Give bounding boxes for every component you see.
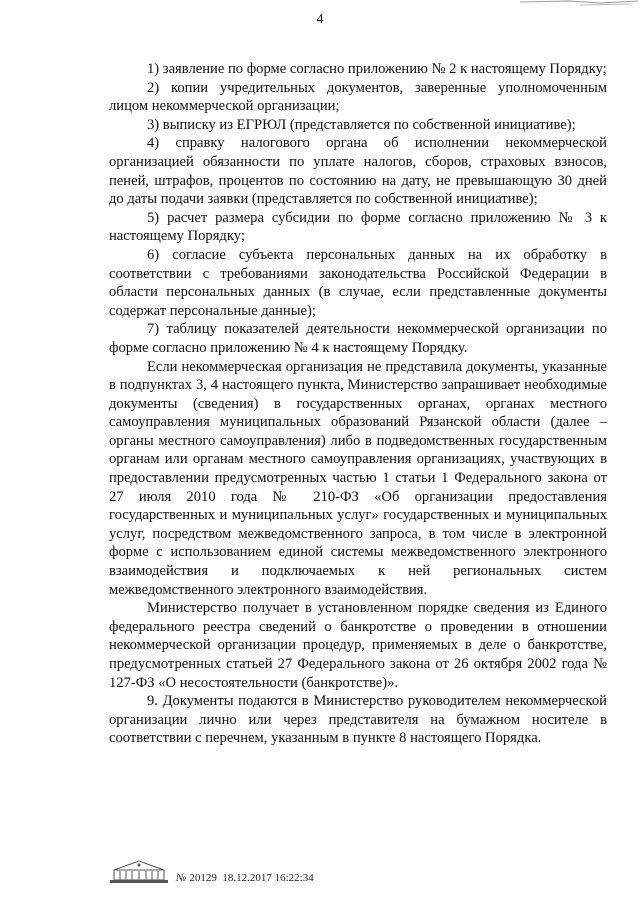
list-item-1: 1) заявление по форме согласно приложению № 2 к настоящему Порядку; <box>147 61 607 77</box>
list-item-5: 5) расчет размера субсидии по форме согласно приложению № 3 к настоящему Порядку; <box>109 209 607 245</box>
footer-stamp <box>108 858 314 884</box>
list-item-3: 3) выписку из ЕГРЮЛ (представляется по собственной инициативе); <box>147 116 576 133</box>
list-item-6: 6) согласие субъекта персональных данных на их обработку в соответствии с требованиями законодательства Российской Федерации в области персональных данных (в случае, если представленные документы содержат персональные данные); <box>109 246 607 319</box>
timestamp: 18.12.2017 16:22:34 <box>222 872 314 884</box>
paragraph-9-submission: 9. Документы подаются в Министерство руководителем некоммерческой организации лично или через представителя на бумажном носителе в соответствии с перечнем, указанным в пункте 8 настоящего Порядка. <box>109 693 607 747</box>
document-body <box>109 60 607 748</box>
list-item-7: 7) таблицу показателей деятельности некоммерческой организации по форме согласно приложению № 4 к настоящему Порядку. <box>109 321 607 356</box>
list-item-4: 4) справку налогового органа об исполнении некоммерческой организацией обязанности по уплате налогов, сборов, страховых взносов, пеней, штрафов, процентов по состоянию на дату, не превышающую 30 дней до даты подачи заявки (представляется по собственной инициативе); <box>109 135 607 208</box>
paragraph-bankruptcy-registry: Министерство получает в установленном порядке сведения из Единого федерального реестра сведений о банкротстве о проведении в отношении некоммерческой организации процедур, применяемых в деле о банкротстве, предусмотренных статьей 27 Федерального закона от 26 октября 2002 года № 127-ФЗ «О несостоятельности (банкротстве)». <box>109 600 607 691</box>
registration-stamp <box>176 872 314 884</box>
page-number: 4 <box>316 12 324 27</box>
scan-edge-mark <box>510 0 640 10</box>
list-item-2: 2) копии учредительных документов, заверенные уполномоченным лицом некоммерческой организации; <box>109 79 607 115</box>
paragraph-interagency-request: Если некоммерческая организация не представила документы, указанные в подпунктах 3, 4 настоящего пункта, Министерство запрашивает необходимые документы (сведения) в государственных органах, органах местного самоуправления муниципальных образований Рязанской области (далее – органы местного самоуправления) либо в подведомственных государственным органам или органам местного самоуправления организациях, участвующих в предоставлении предусмотренных частью 1 статьи 1 Федерального закона от 27 июля 2010 года № 210-ФЗ «Об организации предоставления государственных и муниципальных услуг» государственных и муниципальных услуг, посредством межведомственного запроса, в том числе в электронной форме с использованием единой системы межведомственного электронного взаимодействия и подключаемых к ней региональных систем межведомственного электронного взаимодействия. <box>109 358 607 598</box>
doc-number: 20129 <box>189 872 217 884</box>
number-sign: № <box>176 872 187 884</box>
building-emblem-icon <box>108 858 170 884</box>
